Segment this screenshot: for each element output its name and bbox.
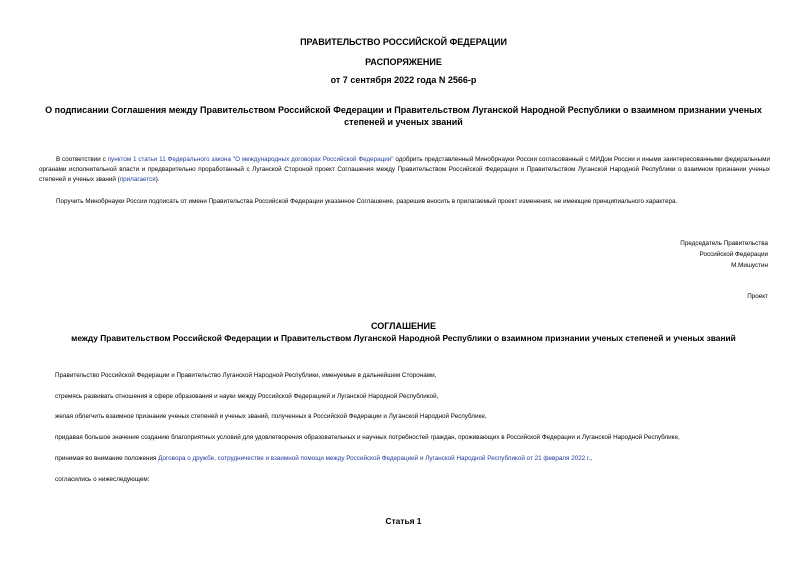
agreement-line-6: согласились о нижеследующем: — [55, 476, 150, 483]
signature-name: М.Мишустин — [731, 262, 768, 269]
document-title: О подписании Соглашения между Правительством Российской Федерации и Правительством Луганской Народной Республики о взаимном признании ученых степеней и ученых званий — [45, 105, 762, 127]
attached-link[interactable]: прилагается — [119, 176, 156, 183]
agreement-line-5-text-2: , — [590, 455, 592, 462]
friendship-treaty-link[interactable]: Договора о дружбе, сотрудничестве и взаимной помощи между Российской Федерацией и Луганской Народной Республикой от 21 февраля 2022 г. — [158, 455, 591, 462]
order-paragraph-2: Поручить Минобрнауки России подписать от имени Правительства Российской Федерации указанное Соглашение, разрешив вносить в прилагаемый проект изменения, не имеющие принципиального характера. — [56, 198, 678, 205]
agreement-heading: СОГЛАШЕНИЕ — [371, 321, 436, 331]
document-type: РАСПОРЯЖЕНИЕ — [365, 57, 442, 67]
agreement-line-2: стремясь развивать отношения в сфере образования и науки между Российской Федерацией и Луганской Народной Республикой, — [55, 393, 439, 400]
agreement-line-3: желая облегчить взаимное признание ученых степеней и ученых званий, полученных в Российской Федерации и Луганской Народной Республике, — [55, 413, 487, 420]
signature-block — [680, 238, 768, 271]
signature-organization: Российской Федерации — [699, 251, 768, 258]
signature-position: Председатель Правительства — [680, 240, 768, 247]
agreement-line-1: Правительство Российской Федерации и Правительство Луганской Народной Республики, именуемые в дальнейшем Сторонами, — [55, 372, 437, 379]
order-p1-text-1: В соответствии с — [56, 156, 108, 163]
order-paragraph-1 — [39, 155, 770, 185]
agreement-line-4: придавая большое значение созданию благоприятных условий для удовлетворения образовательных и научных потребностей граждан, проживающих в Российской Федерации и Луганской Народной Республике, — [55, 434, 680, 441]
draft-label: Проект — [747, 293, 768, 300]
agreement-line-5 — [55, 455, 592, 462]
article-1-heading: Статья 1 — [385, 516, 422, 526]
order-p1-text-3: ). — [155, 176, 160, 183]
document-date-number: от 7 сентября 2022 года N 2566-р — [330, 75, 477, 85]
agreement-line-5-text-1: принимая во внимание положения — [55, 455, 159, 462]
order-p1-text-2: одобрить представленный Минобрнауки России согласованный с МИДом России и иными заинтересованными федеральными органами исполнительной власти и предварительно проработанный с Луганской Стороной проект Соглашения между Правительством Российской Федерации и Правительством Луганской Народной Республики о взаимном признании ученых степеней и ученых званий ( — [39, 156, 771, 183]
government-heading: ПРАВИТЕЛЬСТВО РОССИЙСКОЙ ФЕДЕРАЦИИ — [300, 37, 507, 47]
agreement-subheading: между Правительством Российской Федерации и Правительством Луганской Народной Республики о взаимном признании ученых степеней и ученых званий — [71, 333, 736, 343]
federal-law-link[interactable]: пунктом 1 статьи 11 Федерального закона "О международных договорах Российской Федерации" — [107, 156, 394, 163]
